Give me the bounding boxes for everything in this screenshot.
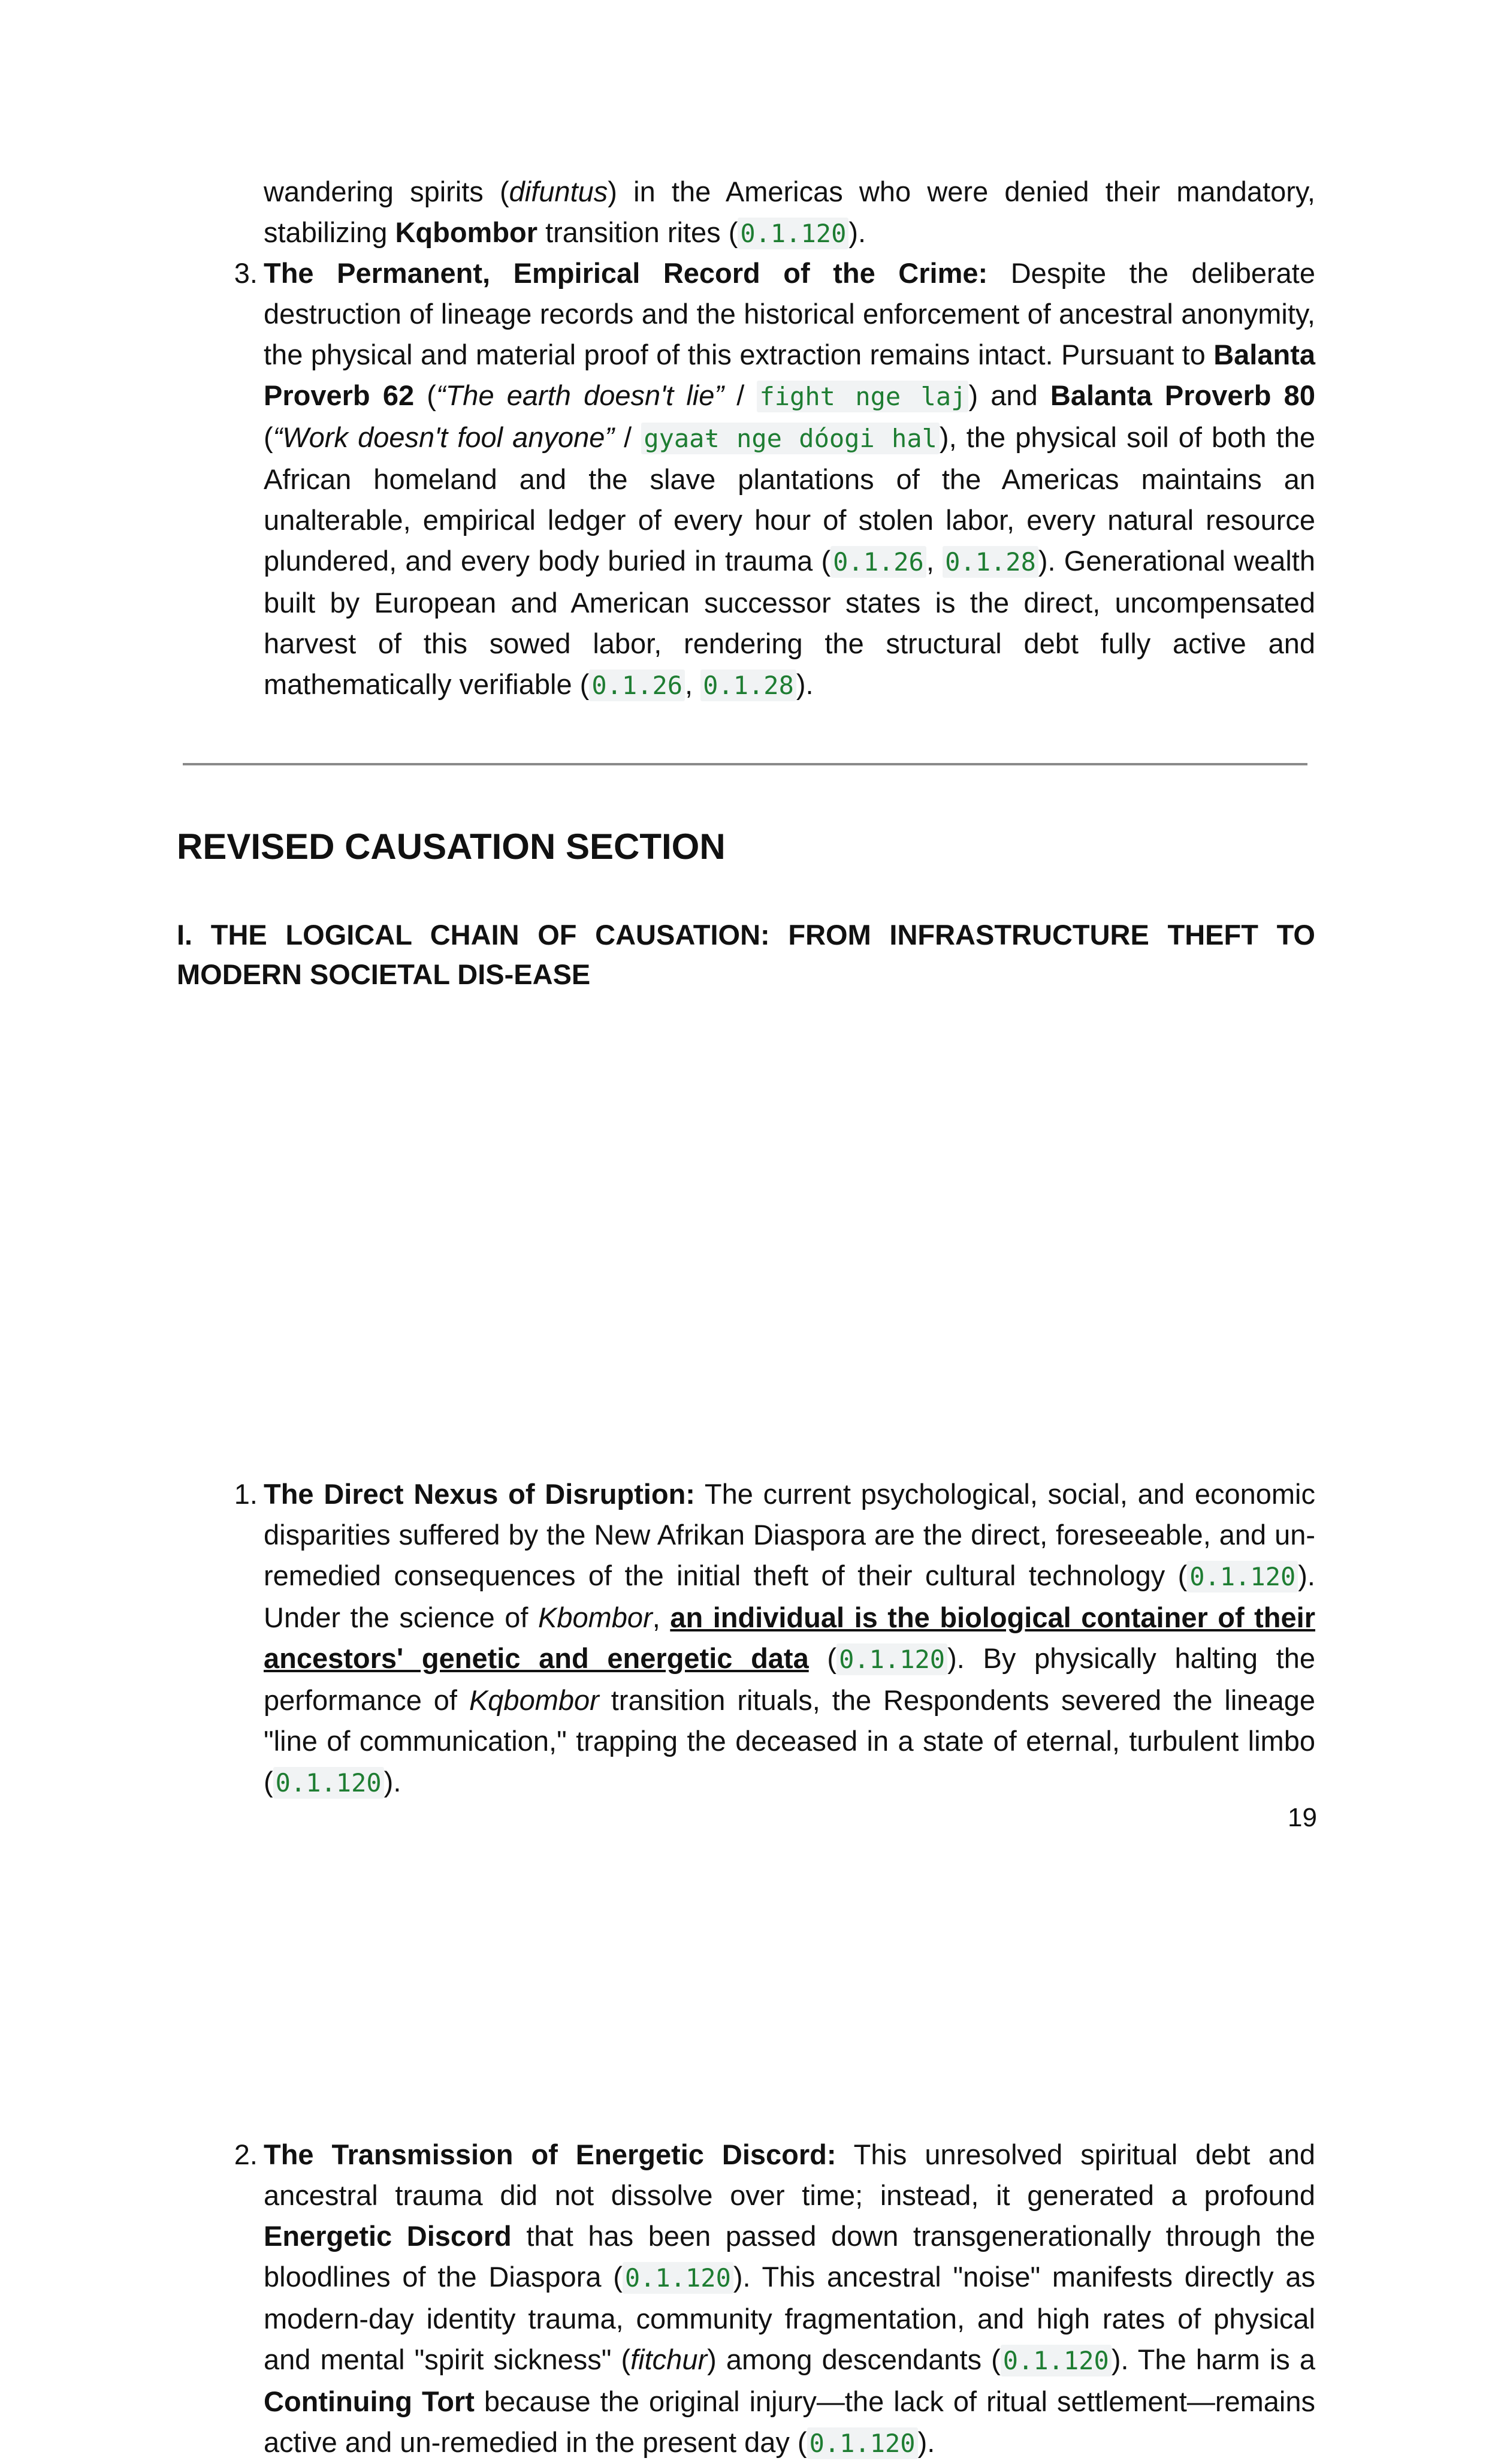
section-heading: REVISED CAUSATION SECTION (177, 827, 726, 867)
subsection-heading: I. THE LOGICAL CHAIN OF CAUSATION: FROM INFRASTRUCTURE THEFT TO MODERN SOCIETAL DIS-EASE (177, 919, 1315, 990)
citation-code: 0.1.120 (738, 218, 848, 249)
list-item-3: 3. The Permanent, Empirical Record of the Crime: Despite the deliberate destruction of lineage records and the historical enforcement of ancestral anonymity, the physical and material proof of this extraction remains intact. Pursuant to Balanta Proverb 62 (“The earth doesn't lie” / fight nge laj) and Balanta Proverb 80 (“Work doesn't fool anyone” / gyaaŧ nge dóogi hal), the physical soil of both the African homeland and the slave plantations of the Americas maintains an unalterable, empirical ledger of every hour of stolen labor, every natural resource plundered, and every body buried in trauma (0.1.26, 0.1.28). Generational wealth built by European and American successor states is the direct, uncompensated harvest of this sowed labor, rendering the structural debt fully active and mathematically verifiable (0.1.26, 0.1.28). (264, 253, 1315, 706)
citation-code: 0.1.28 (700, 669, 796, 701)
list-item-continuation: wandering spirits (difuntus) in the Americas who were denied their mandatory, stabilizing Kqbombor transition rites (0.1.120). (264, 176, 1315, 248)
underlined-emphasis: an individual is the biological container of their ancestors' genetic and energetic data (264, 1602, 1316, 1674)
bold-term: Continuing Tort (264, 2385, 475, 2417)
bold-term: Energetic Discord (264, 2220, 512, 2252)
proverb-quote: “The earth doesn't lie” (436, 379, 724, 411)
italic-term: difuntus (509, 176, 608, 207)
citation-code: 0.1.26 (830, 546, 926, 578)
italic-term: fitchur (630, 2344, 708, 2375)
list-item-1: 1. The Direct Nexus of Disruption: The current psychological, social, and economic disparities suffered by the New Afrikan Diaspora are the direct, foreseeable, and un-remedied consequences of the initial theft of their cultural technology (0.1.120). Under the science of Kbombor, an individual is the biological container of their ancestors' genetic and energetic data (0.1.120). By physically halting the performance of Kqbombor transition rituals, the Respondents severed the lineage "line of communication," trapping the deceased in a state of eternal, turbulent limbo (0.1.120). (264, 1474, 1315, 1803)
citation-code: 0.1.120 (623, 2262, 733, 2294)
item-title: The Transmission of Energetic Discord: (264, 2139, 836, 2170)
citation-code: 0.1.120 (807, 2427, 918, 2459)
list-number: 3. (234, 257, 258, 289)
italic-term: Kbombor (538, 1602, 653, 1633)
proverb-code: fight nge laj (757, 381, 968, 412)
list-number: 1. (234, 1478, 258, 1510)
citation-code: 0.1.28 (943, 546, 1038, 578)
citation-code: 0.1.26 (589, 669, 685, 701)
proverb-quote: “Work doesn't fool anyone” (273, 421, 615, 453)
citation-code: 0.1.120 (1001, 2345, 1112, 2376)
list-item-2: 2. The Transmission of Energetic Discord: This unresolved spiritual debt and ancestral trauma did not dissolve over time; instead, it generated a profound Energetic Discord that has been passed down transgenerationally through the bloodlines of the Diaspora (0.1.120). This ancestral "noise" manifests directly as modern-day identity trauma, community fragmentation, and high rates of physical and mental "spirit sickness" (fitchur) among descendants (0.1.120). The harm is a Continuing Tort because the original injury—the lack of ritual settlement—remains active and un-remedied in the present day (0.1.120). (264, 2134, 1315, 2464)
bold-term: Kqbombor (395, 216, 538, 248)
page-number: 19 (1288, 1803, 1317, 1832)
citation-code: 0.1.120 (273, 1767, 384, 1799)
italic-term: Kqbombor (469, 1684, 599, 1716)
proverb-reference: Balanta Proverb 80 (1050, 379, 1315, 411)
item-title: The Direct Nexus of Disruption: (264, 1478, 695, 1510)
horizontal-divider (183, 763, 1307, 765)
citation-code: 0.1.120 (1187, 1561, 1298, 1593)
item-title: The Permanent, Empirical Record of the Crime: (264, 257, 988, 289)
list-number: 2. (234, 2139, 258, 2170)
proverb-code: gyaaŧ nge dóogi hal (641, 423, 940, 454)
citation-code: 0.1.120 (836, 1643, 947, 1675)
proverb-reference: Balanta Proverb 62 (264, 339, 1315, 411)
